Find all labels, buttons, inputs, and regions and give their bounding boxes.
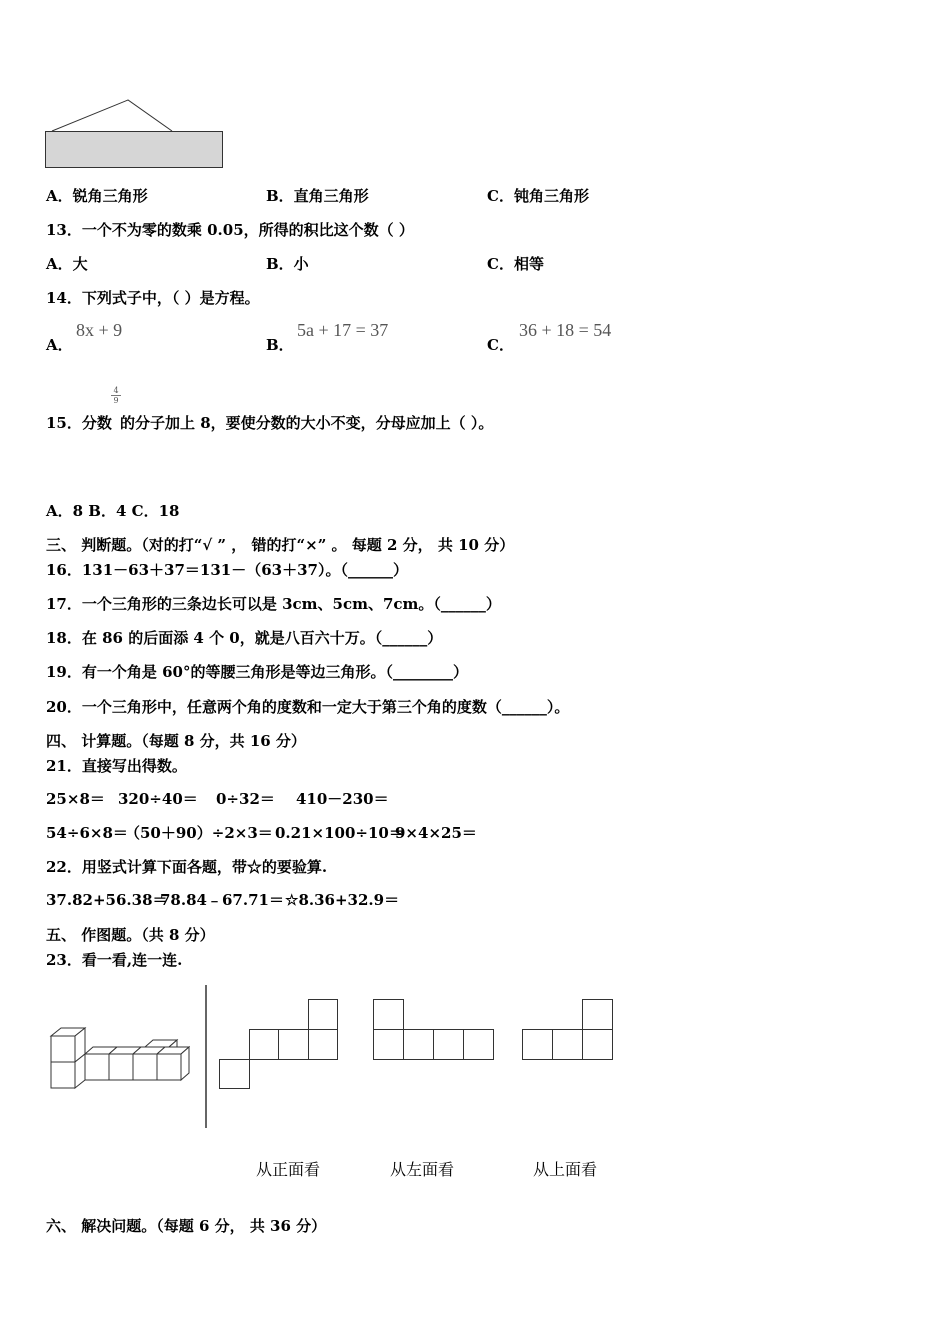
view-figure-2 [372, 998, 496, 1062]
calc-item: ☆8.36+32.9＝ [285, 891, 400, 909]
q14-expr-c: 36 + 18 = 54 [519, 320, 612, 340]
grid-square [523, 1030, 553, 1060]
cube-structure-figure [45, 1022, 190, 1097]
cube-face [157, 1054, 181, 1080]
grid-square [434, 1030, 464, 1060]
divider-line [204, 985, 208, 1130]
calc-item: 78.84﹣67.71＝ [160, 891, 284, 909]
cube-face [109, 1054, 133, 1080]
section5-title: 五、 作图题。（共 8 分） [46, 926, 215, 944]
q12-option-a: A．锐角三角形 [46, 187, 148, 205]
q22-text: 22．用竖式计算下面各题，带☆的要验算. [46, 858, 328, 876]
calc-item: 0.21×100÷10＝ [275, 824, 404, 842]
cube-face [133, 1054, 157, 1080]
q18-text: 18．在 86 的后面添 4 个 0，就是八百六十万。（______） [46, 629, 443, 647]
fraction-numerator: 4 [113, 386, 119, 395]
q23-text: 23．看一看,连一连. [46, 951, 183, 969]
calc-item: 320÷40＝ [118, 790, 198, 808]
cube-face [51, 1036, 75, 1062]
q15-text-before: 15．分数 [46, 414, 112, 432]
cube-face [51, 1062, 75, 1088]
q12-option-b: B．直角三角形 [266, 187, 369, 205]
grid-square [250, 1030, 279, 1060]
grid-square [583, 1000, 613, 1030]
section6-title: 六、 解决问题。（每题 6 分， 共 36 分） [46, 1217, 327, 1235]
grid-square [553, 1030, 583, 1060]
q15-options: A．8 B．4 C．18 [46, 502, 180, 520]
q14-label-a: A． [46, 336, 73, 354]
grid-square [464, 1030, 494, 1060]
q17-text: 17．一个三角形的三条边长可以是 3cm、5cm、7cm。（______） [46, 595, 501, 613]
q14-label-b: B． [266, 336, 294, 354]
grid-square [583, 1030, 613, 1060]
calc-item: 54÷6×8＝ [46, 824, 128, 842]
q12-option-c: C．钝角三角形 [487, 187, 589, 205]
calc-item: 9×4×25＝ [395, 824, 477, 842]
grid-square [374, 1030, 404, 1060]
calc-item: （50＋90）÷2×3＝ [125, 824, 273, 842]
q15-fraction [111, 386, 121, 405]
section4-title: 四、 计算题。（每题 8 分，共 16 分） [46, 732, 306, 750]
q13-option-b: B．小 [266, 255, 309, 273]
q20-text: 20．一个三角形中，任意两个角的度数和一定大于第三个角的度数（______）。 [46, 698, 570, 716]
fraction-denominator: 9 [111, 395, 121, 405]
grid-square [309, 1030, 338, 1060]
cube-face [85, 1054, 109, 1080]
q14-expr-b: 5a + 17 = 37 [297, 320, 389, 340]
calc-item: 410－230＝ [296, 790, 389, 808]
q14-label-c: C． [487, 336, 514, 354]
q14-text: 14．下列式子中，（ ）是方程。 [46, 289, 260, 307]
caption-front-view: 从正面看 [256, 1160, 321, 1179]
q12-figure [40, 95, 240, 175]
q13-text: 13．一个不为零的数乘 0.05，所得的积比这个数（ ） [46, 221, 414, 239]
q16-text: 16．131－63＋37＝131－（63＋37）。（______） [46, 561, 408, 579]
caption-top-view: 从上面看 [533, 1160, 598, 1179]
q21-text: 21．直接写出得数。 [46, 757, 187, 775]
q13-option-c: C．相等 [487, 255, 544, 273]
q13-option-a: A．大 [46, 255, 88, 273]
q14-expr-a: 8x + 9 [76, 320, 123, 340]
calc-item: 37.82+56.38＝ [46, 891, 168, 909]
grid-square [374, 1000, 404, 1030]
triangle-outline [52, 100, 172, 131]
grid-square [309, 1000, 338, 1030]
caption-left-view: 从左面看 [390, 1160, 455, 1179]
view-figure-1 [218, 998, 340, 1090]
calc-item: 0÷32＝ [216, 790, 275, 808]
q19-text: 19．有一个角是 60°的等腰三角形是等边三角形。（________） [46, 663, 468, 681]
gray-rectangle [46, 132, 223, 168]
grid-square [404, 1030, 434, 1060]
section3-title: 三、 判断题。（对的打“√ ” ， 错的打“×” 。 每题 2 分， 共 10 分） [46, 536, 515, 554]
grid-square [220, 1060, 250, 1089]
grid-square [279, 1030, 309, 1060]
view-figure-3 [521, 998, 615, 1062]
calc-item: 25×8＝ [46, 790, 105, 808]
q15-text-after: 的分子加上 8，要使分数的大小不变，分母应加上（ ）。 [120, 414, 494, 432]
